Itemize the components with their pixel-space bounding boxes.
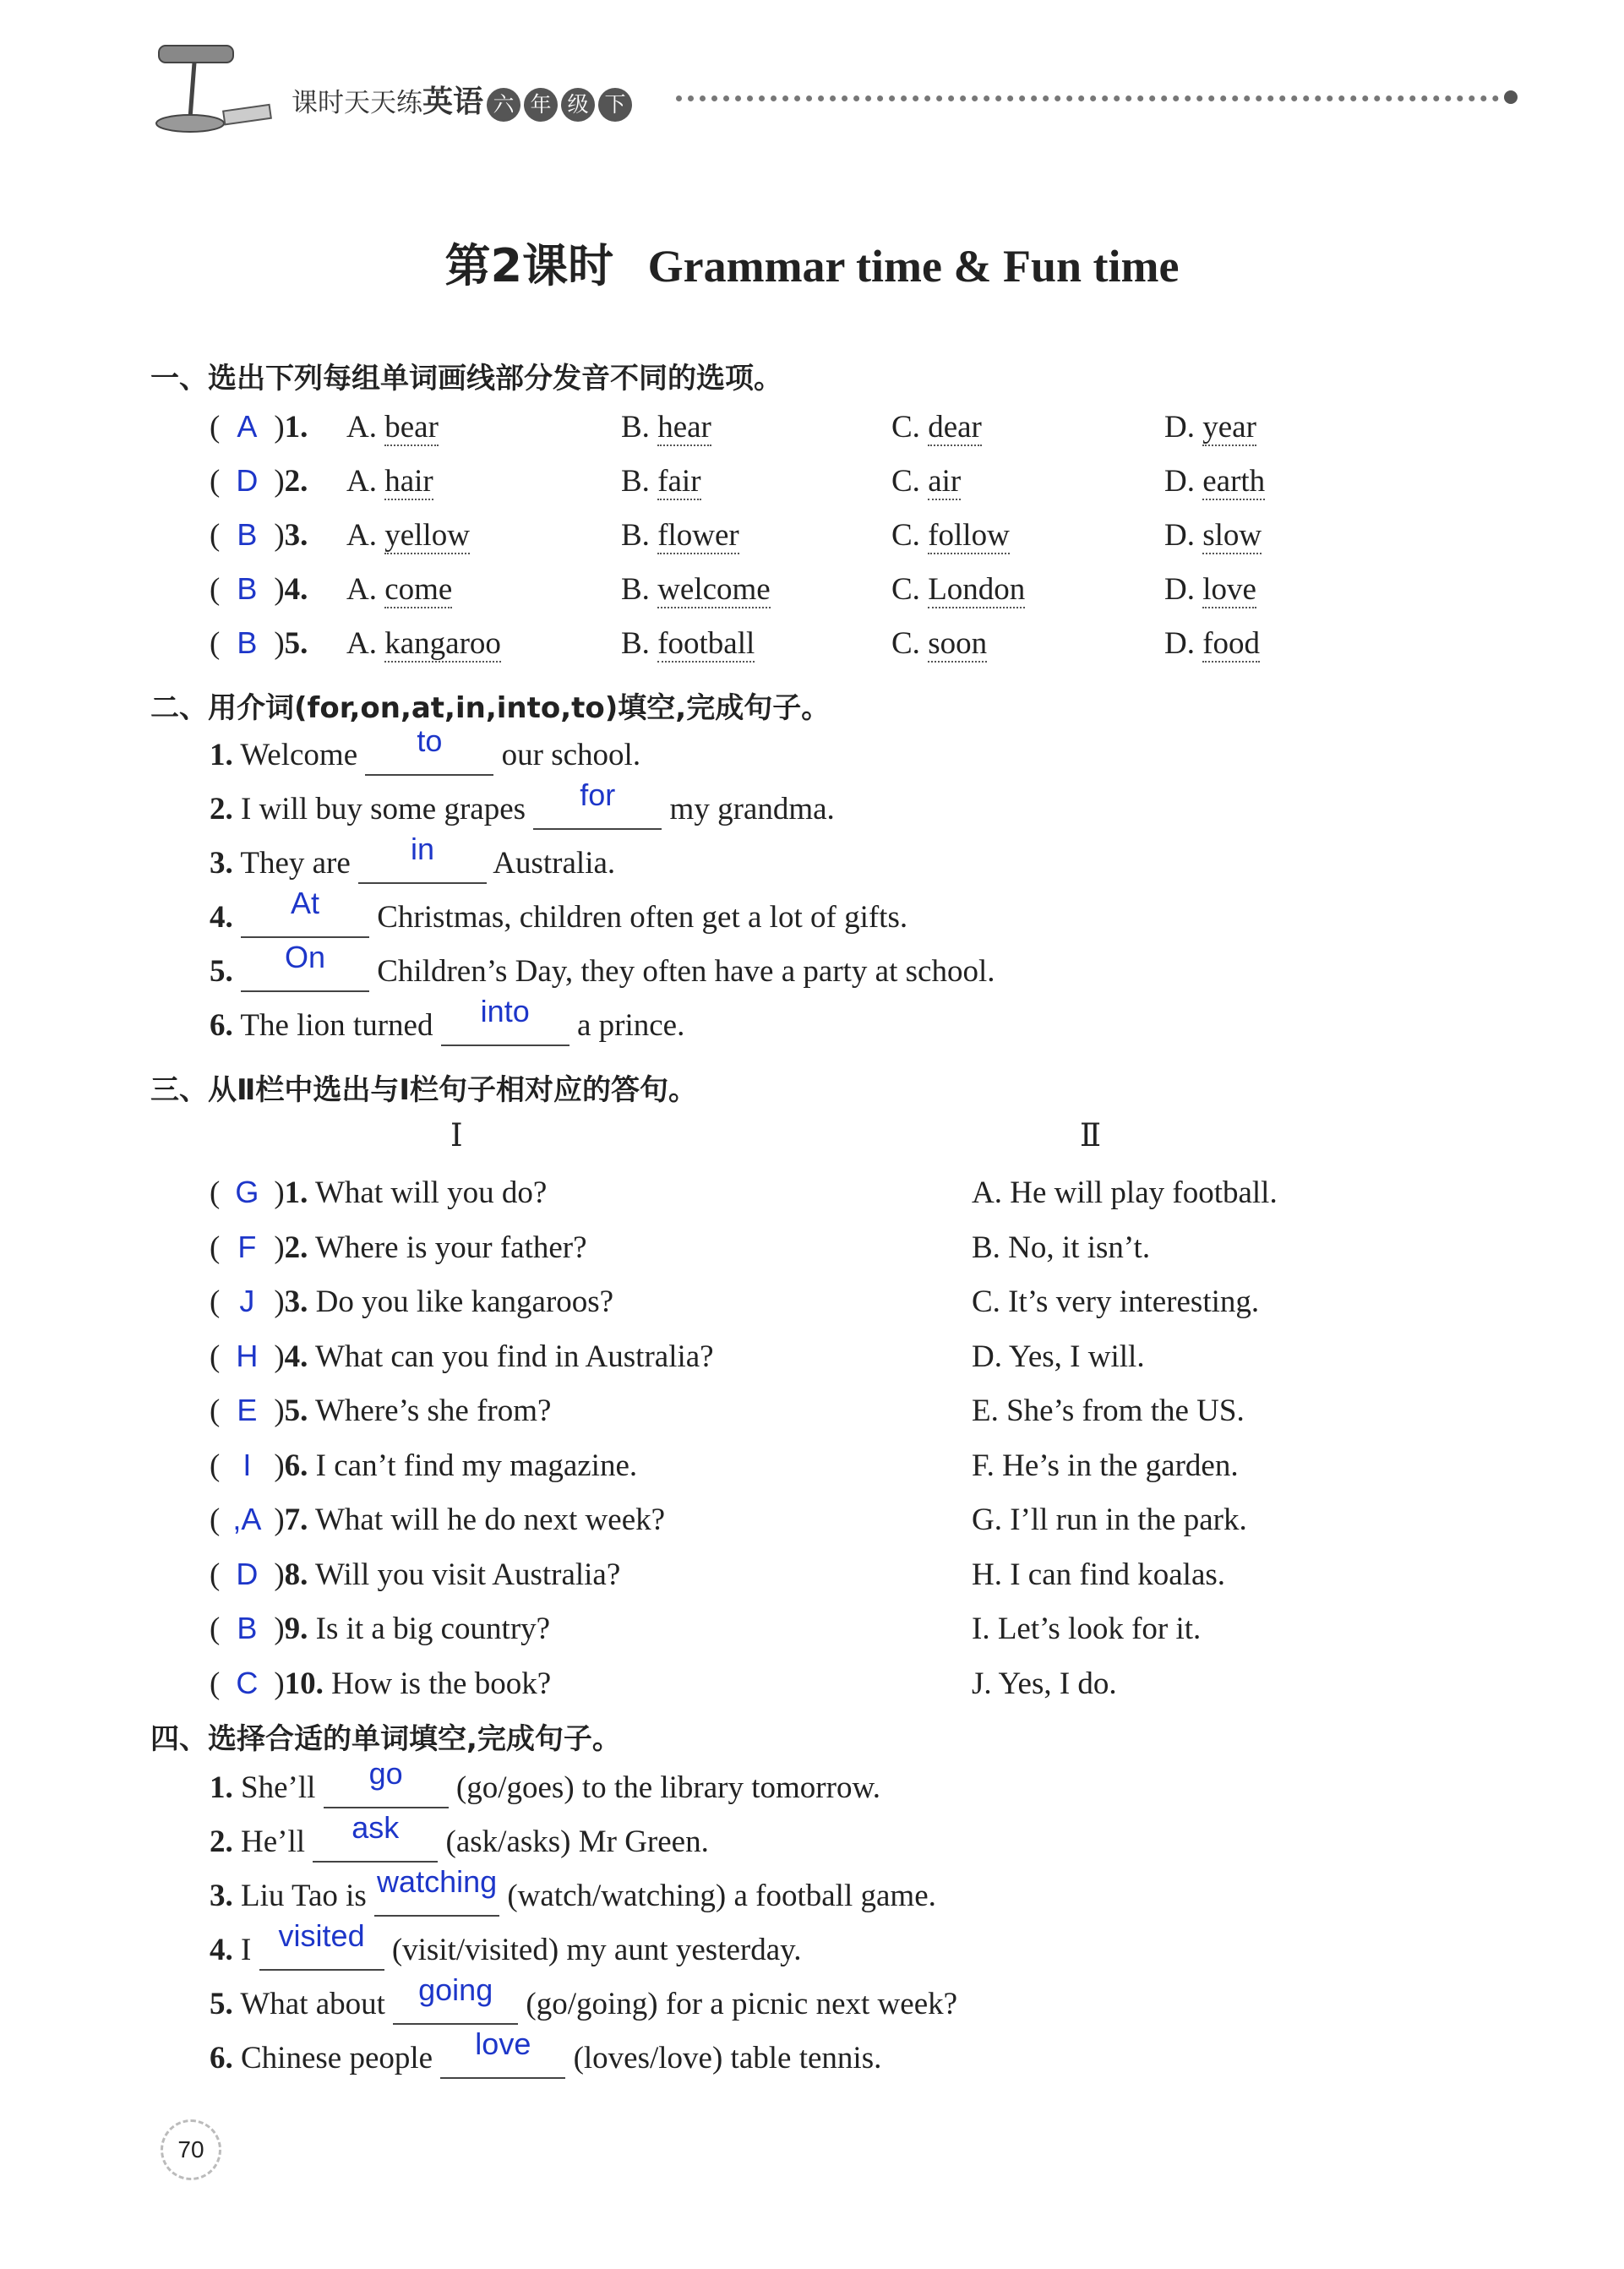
paren-open: ( xyxy=(210,1175,221,1210)
paren-open: ( xyxy=(210,518,221,553)
question-text: I can’t find my magazine. xyxy=(315,1448,638,1483)
question-number: 9. xyxy=(284,1612,308,1646)
page-title xyxy=(0,230,1624,295)
option xyxy=(891,625,987,662)
reply-option: B. No, it isn’t. xyxy=(972,1230,1151,1265)
answer-blank xyxy=(324,1756,449,1808)
option xyxy=(621,571,771,608)
match-row xyxy=(210,1611,550,1647)
question-number: 4. xyxy=(284,572,308,607)
sentence-before: The lion turned xyxy=(240,1008,433,1043)
sentence-row xyxy=(210,994,685,1046)
sentence-row xyxy=(210,832,616,884)
answer-blank xyxy=(358,832,487,884)
reply-option: F. He’s in the garden. xyxy=(972,1448,1239,1483)
paren-close: ) xyxy=(274,1557,285,1592)
answer-choice: B xyxy=(237,571,258,606)
question-number: 1. xyxy=(284,410,308,445)
option-letter: A. xyxy=(346,518,377,553)
sentence-after: our school. xyxy=(501,738,641,772)
option xyxy=(621,409,711,445)
option-word: follow xyxy=(928,518,1010,553)
match-row xyxy=(210,1230,587,1266)
option-word: London xyxy=(928,572,1026,607)
option xyxy=(346,517,470,554)
answer-blank xyxy=(441,994,569,1046)
sentence-after: my grandma. xyxy=(669,792,835,826)
question-text: Where’s she from? xyxy=(315,1394,552,1428)
sentence-row xyxy=(210,1810,709,1863)
option-letter: A. xyxy=(346,626,377,661)
option-letter: A. xyxy=(346,464,377,499)
lesson-label: 第2课时 xyxy=(444,239,614,292)
answer-text: love xyxy=(475,2026,531,2061)
reply-option: E. She’s from the US. xyxy=(972,1394,1245,1428)
question-row xyxy=(210,463,308,499)
option-letter: C. xyxy=(891,464,920,499)
answer-blank xyxy=(313,1810,438,1863)
grade-char: 年 xyxy=(524,88,558,122)
question-number: 4. xyxy=(284,1339,308,1374)
answer-choice: I xyxy=(243,1447,252,1482)
paren-close: ) xyxy=(274,1284,285,1319)
sentence-before: He’ll xyxy=(241,1824,306,1859)
option xyxy=(621,625,755,662)
option xyxy=(346,409,439,445)
question-number: 3. xyxy=(284,1284,308,1319)
header-dotted-rule xyxy=(676,95,1511,101)
sentence-after: (visit/visited) my aunt yesterday. xyxy=(391,1933,802,1967)
sentence-number: 5. xyxy=(210,954,233,989)
question-number: 6. xyxy=(284,1448,308,1483)
option xyxy=(1164,463,1265,499)
match-row xyxy=(210,1557,620,1593)
option xyxy=(891,463,961,499)
sentence-before: Welcome xyxy=(240,738,358,772)
sentence-number: 4. xyxy=(210,1933,233,1967)
paren-close: ) xyxy=(274,518,285,553)
paren-open: ( xyxy=(210,1230,221,1265)
grade-char: 下 xyxy=(598,88,632,122)
match-row xyxy=(210,1448,637,1484)
paren-close: ) xyxy=(274,626,285,661)
option-letter: D. xyxy=(1164,410,1195,445)
question-text: Is it a big country? xyxy=(315,1612,551,1646)
answer-text: visited xyxy=(278,1918,365,1953)
paren-open: ( xyxy=(210,1339,221,1374)
answer-text: ask xyxy=(352,1810,400,1845)
match-row xyxy=(210,1284,613,1320)
option-letter: C. xyxy=(891,410,920,445)
sentence-before: I will buy some grapes xyxy=(241,792,526,826)
question-text: Do you like kangaroos? xyxy=(315,1284,614,1319)
option-letter: B. xyxy=(621,626,650,661)
section2-heading: 二、用介词(for,on,at,in,into,to)填空,完成句子。 xyxy=(150,691,831,725)
lesson-topic: Grammar time & Fun time xyxy=(647,241,1180,292)
sentence-row xyxy=(210,1918,802,1971)
sentence-number: 6. xyxy=(210,1008,233,1043)
option-word: dear xyxy=(928,410,982,445)
header-series-text: 课时天天练 xyxy=(292,88,422,118)
sentence-row xyxy=(210,1756,881,1808)
paren-close: ) xyxy=(274,1666,285,1701)
answer-choice: D xyxy=(236,463,259,498)
answer-blank xyxy=(393,1972,518,2025)
answer-blank xyxy=(241,886,369,938)
answer-choice: ,A xyxy=(232,1502,262,1536)
option-word: fair xyxy=(657,464,701,499)
answer-text: watching xyxy=(377,1864,498,1899)
sentence-before: What about xyxy=(240,1987,385,2021)
option-letter: A. xyxy=(346,410,377,445)
paren-close: ) xyxy=(274,1503,285,1537)
sentence-row xyxy=(210,1864,936,1917)
sentence-row xyxy=(210,940,995,992)
reply-option: J. Yes, I do. xyxy=(972,1666,1117,1701)
question-number: 2. xyxy=(284,464,308,499)
answer-choice: B xyxy=(237,625,258,660)
question-text: Where is your father? xyxy=(315,1230,587,1265)
match-row xyxy=(210,1666,551,1702)
sentence-before: I xyxy=(241,1933,252,1967)
paren-open: ( xyxy=(210,1394,221,1428)
answer-choice: E xyxy=(237,1393,258,1427)
paren-open: ( xyxy=(210,572,221,607)
option-letter: D. xyxy=(1164,626,1195,661)
answer-choice: C xyxy=(236,1665,259,1700)
question-number: 8. xyxy=(284,1557,308,1592)
option-word: love xyxy=(1202,572,1256,607)
option xyxy=(891,517,1010,554)
paren-open: ( xyxy=(210,410,221,445)
answer-choice: J xyxy=(239,1284,255,1318)
sentence-before: Chinese people xyxy=(241,2041,433,2075)
sentence-after: Christmas, children often get a lot of gifts. xyxy=(377,900,908,935)
question-number: 3. xyxy=(284,518,308,553)
answer-blank xyxy=(241,940,369,992)
sentence-after: (go/going) for a picnic next week? xyxy=(526,1987,958,2021)
reply-option: D. Yes, I will. xyxy=(972,1339,1145,1374)
sentence-row xyxy=(210,886,908,938)
question-number: 10. xyxy=(284,1666,324,1701)
paren-close: ) xyxy=(274,572,285,607)
paren-open: ( xyxy=(210,626,221,661)
paren-close: ) xyxy=(274,1612,285,1646)
answer-text: in xyxy=(411,832,435,866)
answer-text: into xyxy=(480,994,530,1028)
column-1-label: Ⅰ xyxy=(450,1119,463,1154)
match-row xyxy=(210,1339,714,1375)
paren-open: ( xyxy=(210,1666,221,1701)
section4-heading: 四、选择合适的单词填空,完成句子。 xyxy=(150,1722,621,1756)
sentence-number: 3. xyxy=(210,846,233,881)
paren-close: ) xyxy=(274,1230,285,1265)
answer-blank xyxy=(259,1918,384,1971)
sentence-number: 1. xyxy=(210,1770,233,1805)
question-number: 7. xyxy=(284,1503,308,1537)
option xyxy=(1164,517,1262,554)
option-letter: B. xyxy=(621,464,650,499)
option-word: football xyxy=(657,626,755,661)
grade-char: 级 xyxy=(561,88,595,122)
sentence-number: 2. xyxy=(210,792,233,826)
option-word: air xyxy=(928,464,962,499)
option xyxy=(621,517,739,554)
header-subject: 英语 xyxy=(422,85,484,119)
sentence-after: Children’s Day, they often have a party at school. xyxy=(377,954,995,989)
answer-text: for xyxy=(580,777,616,812)
option-letter: A. xyxy=(346,572,377,607)
answer-text: go xyxy=(368,1756,403,1791)
paren-close: ) xyxy=(274,464,285,499)
sentence-row xyxy=(210,777,835,830)
match-row xyxy=(210,1393,551,1429)
option xyxy=(346,571,452,608)
desk-lamp-icon xyxy=(144,41,279,138)
answer-choice: D xyxy=(236,1556,259,1591)
question-number: 1. xyxy=(284,1175,308,1210)
option-word: soon xyxy=(928,626,988,661)
paren-close: ) xyxy=(274,1448,285,1483)
option-word: bear xyxy=(384,410,439,445)
sentence-after: (go/goes) to the library tomorrow. xyxy=(455,1770,881,1805)
sentence-number: 5. xyxy=(210,1987,233,2021)
reply-option: C. It’s very interesting. xyxy=(972,1284,1260,1319)
question-row xyxy=(210,625,308,662)
option xyxy=(346,625,501,662)
sentence-number: 6. xyxy=(210,2041,233,2075)
question-row xyxy=(210,571,308,608)
question-text: Will you visit Australia? xyxy=(315,1557,621,1592)
answer-choice: F xyxy=(237,1229,257,1264)
answer-text: On xyxy=(284,940,326,974)
option-letter: B. xyxy=(621,518,650,553)
match-row xyxy=(210,1502,665,1538)
paren-open: ( xyxy=(210,1612,221,1646)
sentence-after: Australia. xyxy=(493,846,616,881)
option-word: kangaroo xyxy=(384,626,501,661)
sentence-after: (watch/watching) a football game. xyxy=(507,1879,936,1913)
option-letter: C. xyxy=(891,572,920,607)
paren-open: ( xyxy=(210,1448,221,1483)
answer-choice: B xyxy=(237,1611,258,1645)
sentence-number: 1. xyxy=(210,738,233,772)
header-series xyxy=(292,78,632,122)
option-word: year xyxy=(1202,410,1256,445)
answer-choice: B xyxy=(237,517,258,552)
question-row xyxy=(210,409,308,445)
option-letter: D. xyxy=(1164,464,1195,499)
option xyxy=(1164,409,1256,445)
option-word: flower xyxy=(657,518,739,553)
header-rule-end xyxy=(1504,90,1518,104)
option xyxy=(891,409,982,445)
page-number: 70 xyxy=(161,2119,221,2180)
reply-option: G. I’ll run in the park. xyxy=(972,1503,1247,1537)
question-text: What will you do? xyxy=(315,1175,548,1210)
question-text: What can you find in Australia? xyxy=(315,1339,714,1374)
grade-char: 六 xyxy=(487,88,520,122)
answer-blank xyxy=(533,777,662,830)
reply-option: A. He will play football. xyxy=(972,1175,1278,1210)
paren-close: ) xyxy=(274,410,285,445)
option-word: slow xyxy=(1202,518,1262,553)
answer-blank xyxy=(440,2026,565,2079)
sentence-after: (ask/asks) Mr Green. xyxy=(445,1824,709,1859)
paren-open: ( xyxy=(210,1557,221,1592)
question-number: 5. xyxy=(284,1394,308,1428)
reply-option: H. I can find koalas. xyxy=(972,1557,1226,1592)
answer-blank xyxy=(374,1864,499,1917)
option-word: welcome xyxy=(657,572,771,607)
question-text: What will he do next week? xyxy=(315,1503,666,1537)
option-letter: D. xyxy=(1164,518,1195,553)
sentence-number: 2. xyxy=(210,1824,233,1859)
section1-heading: 一、选出下列每组单词画线部分发音不同的选项。 xyxy=(150,362,782,395)
answer-choice: A xyxy=(237,409,258,444)
answer-choice: H xyxy=(236,1338,259,1373)
option-word: hair xyxy=(384,464,433,499)
option xyxy=(621,463,701,499)
sentence-after: (loves/love) table tennis. xyxy=(573,2041,882,2075)
paren-close: ) xyxy=(274,1175,285,1210)
question-row xyxy=(210,517,308,554)
answer-text: to xyxy=(417,723,443,758)
paren-open: ( xyxy=(210,1284,221,1319)
option xyxy=(346,463,433,499)
option-letter: C. xyxy=(891,518,920,553)
option-word: come xyxy=(384,572,453,607)
match-row xyxy=(210,1175,547,1211)
reply-option: I. Let’s look for it. xyxy=(972,1612,1202,1646)
question-number: 5. xyxy=(284,626,308,661)
sentence-row xyxy=(210,1972,958,2025)
answer-blank xyxy=(365,723,493,776)
sentence-number: 4. xyxy=(210,900,233,935)
option-word: food xyxy=(1202,626,1261,661)
question-text: How is the book? xyxy=(331,1666,552,1701)
option-letter: B. xyxy=(621,410,650,445)
question-number: 2. xyxy=(284,1230,308,1265)
option xyxy=(891,571,1025,608)
sentence-after: a prince. xyxy=(576,1008,685,1043)
sentence-before: She’ll xyxy=(241,1770,316,1805)
sentence-before: Liu Tao is xyxy=(241,1879,367,1913)
option xyxy=(1164,625,1260,662)
paren-open: ( xyxy=(210,1503,221,1537)
option xyxy=(1164,571,1256,608)
paren-close: ) xyxy=(274,1394,285,1428)
answer-text: At xyxy=(290,886,319,920)
option-letter: B. xyxy=(621,572,650,607)
sentence-row xyxy=(210,723,641,776)
option-word: hear xyxy=(657,410,711,445)
sentence-before: They are xyxy=(240,846,351,881)
option-word: earth xyxy=(1202,464,1266,499)
option-letter: D. xyxy=(1164,572,1195,607)
column-2-label: Ⅱ xyxy=(1080,1119,1102,1154)
section3-heading: 三、从Ⅱ栏中选出与Ⅰ栏句子相对应的答句。 xyxy=(150,1073,698,1107)
paren-close: ) xyxy=(274,1339,285,1374)
answer-text: going xyxy=(418,1972,493,2007)
option-letter: C. xyxy=(891,626,920,661)
option-word: yellow xyxy=(384,518,470,553)
sentence-row xyxy=(210,2026,882,2079)
sentence-number: 3. xyxy=(210,1879,233,1913)
answer-choice: G xyxy=(235,1175,259,1209)
paren-open: ( xyxy=(210,464,221,499)
